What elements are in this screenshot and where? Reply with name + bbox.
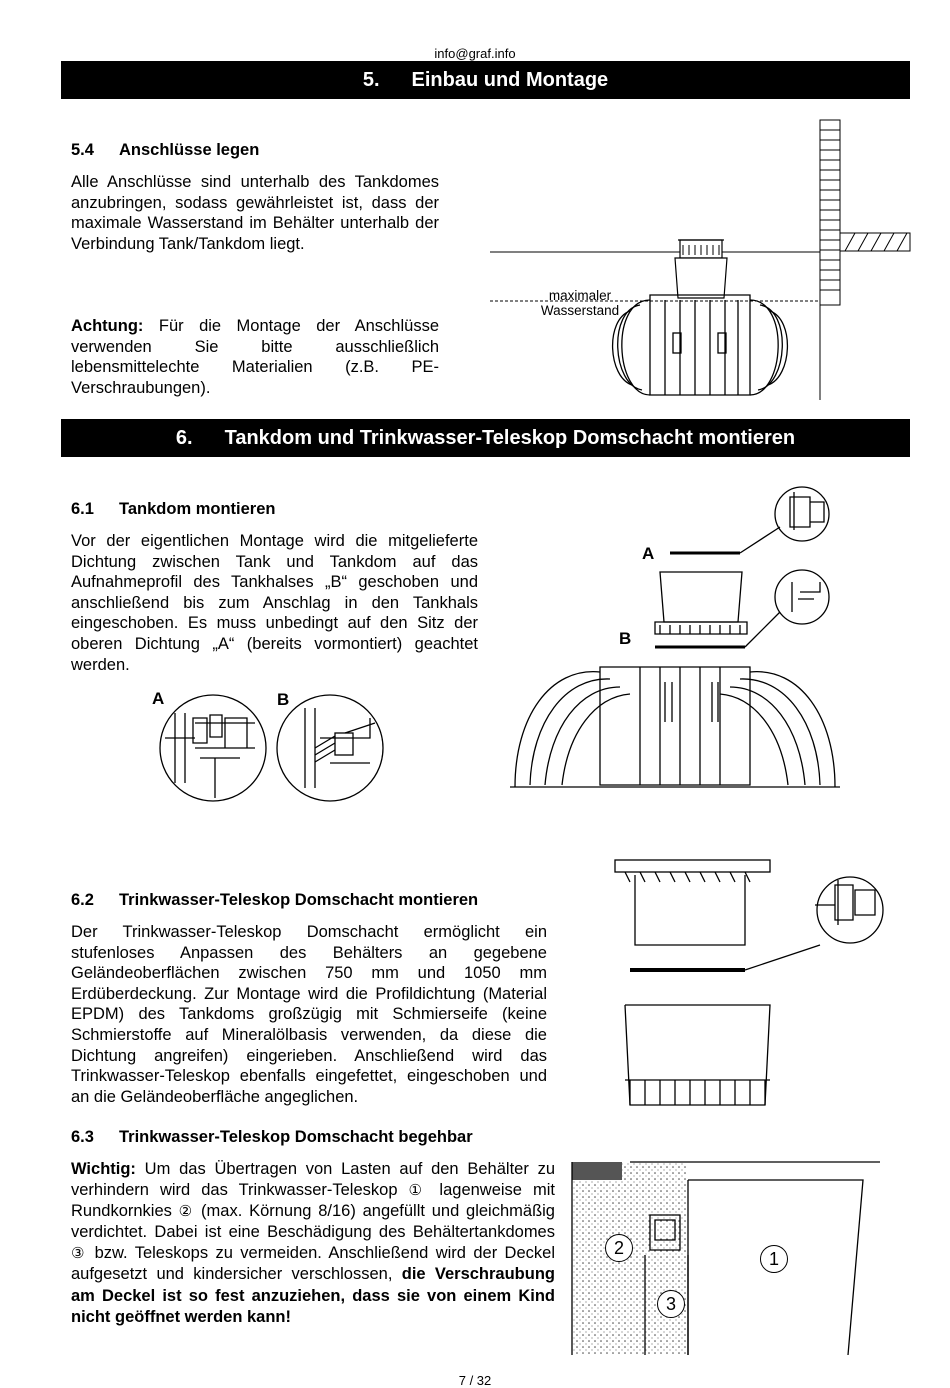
heading-5-4 (71, 141, 259, 160)
section-5-title: Einbau und Montage (411, 68, 609, 91)
marker-3: ③ (71, 1245, 88, 1263)
paragraph-6-1: Vor der eigentlichen Montage wird die mitgelieferte Dichtung zwischen Tank und Tankdom auf das Aufnahmeprofil des Tankhalses „B“ geschoben und anschließend bis zum Anschlag in den Tankhals eingeschoben. Es muss unbedingt auf den Sitz der oberen Dichtung „A“ (bereits vormontiert) geachtet werden. (71, 532, 478, 674)
heading-6-1 (71, 500, 275, 519)
text-6-3-part1: Um das Übertragen von Lasten auf den Behälter zu verhindern wird das Trinkwasser-Teleskop (71, 1160, 555, 1200)
heading-6-3-title: Trinkwasser-Teleskop Domschacht begehbar (119, 1128, 473, 1146)
note-label: Achtung: (71, 317, 144, 335)
paragraph-6-3 (71, 1159, 555, 1328)
figure-seal-details (155, 693, 385, 805)
note-text: Für die Montage der Anschlüsse verwenden Sie bitte ausschließlich lebensmittelechte Materialien (z.B. PE-Verschraubungen). (71, 317, 439, 397)
section-6-bar (61, 419, 910, 457)
figure-label-b: B (619, 629, 632, 648)
section-5-bar (61, 61, 910, 99)
figure-label-a: A (642, 544, 655, 563)
marker-1: ① (408, 1182, 429, 1200)
heading-6-1-title: Tankdom montieren (119, 500, 276, 518)
text-6-3-part2: lagenweise mit Rundkornkies (71, 1181, 555, 1221)
heading-5-4-title: Anschlüsse legen (119, 141, 260, 159)
marker-2: ② (178, 1203, 195, 1221)
heading-6-2-title: Trinkwasser-Teleskop Domschacht montieren (119, 891, 479, 909)
figure-marker-1: 1 (760, 1245, 788, 1273)
paragraph-5-4-note (71, 316, 439, 398)
figure-water-level-label (530, 288, 630, 318)
heading-6-2-number: 6.2 (71, 891, 94, 909)
paragraph-5-4: Alle Anschlüsse sind unterhalb des Tankdomes anzubringen, sodass gewährleistet ist, dass der maximale Wasserstand im Behälter unterhalb der Verbindung Tank/Tankdom liegt. (71, 173, 439, 253)
section-6-number: 6. (175, 426, 193, 449)
water-level-line2: Wasserstand (540, 303, 620, 318)
section-6-title: Tankdom und Trinkwasser-Teleskop Domschacht montieren (224, 426, 796, 449)
heading-6-3 (71, 1128, 473, 1147)
text-6-3-part4: bzw. Teleskops zu vermeiden. Anschließend wird der Deckel aufgesetzt und kindersicher verschlossen, (71, 1244, 555, 1284)
important-label: Wichtig: (71, 1160, 136, 1178)
header-email: info@graf.info (434, 46, 516, 61)
section-5-number: 5. (362, 68, 380, 91)
figure-marker-3: 3 (657, 1290, 685, 1318)
detail-label-a: A (152, 689, 165, 708)
water-level-line1: maximaler (548, 288, 612, 303)
heading-6-3-number: 6.3 (71, 1128, 94, 1146)
figure-tank-connections (490, 115, 910, 405)
figure-telescope-assembly (610, 860, 885, 1110)
text-6-3-part3: (max. Körnung 8/16) angefüllt und gleichmäßig verdichtet. Dabei ist eine Beschädigung des Behältertankdomes (71, 1202, 555, 1242)
heading-6-1-number: 6.1 (71, 500, 94, 518)
figure-marker-2: 2 (605, 1234, 633, 1262)
figure-tankdom-assembly (510, 487, 840, 792)
paragraph-6-2: Der Trinkwasser-Teleskop Domschacht ermöglicht ein stufenloses Anpassen des Behälters an gegebene Geländeoberflächen zwischen 750 mm und 1050 mm Erdüberdeckung. Zur Montage wird die Profildichtung (Material EPDM) des Tankdoms großzügig mit Schmierseife (keine Schmierstoffe auf Mineralölbasis verwenden, da diese die Dichtung angreifen) eingerieben. Anschließend wird das Trinkwasser-Teleskop ebenfalls eingefettet, eingeschoben und an die Geländeoberfläche angeglichen. (71, 923, 547, 1106)
detail-label-b: B (277, 690, 290, 709)
warning-bold: die Verschraubung am Deckel ist so fest anzuziehen, dass sie von einem Kind nicht geöffnet werden kann! (71, 1265, 555, 1326)
page-number: 7 / 32 (458, 1373, 492, 1388)
heading-6-2 (71, 891, 478, 910)
heading-5-4-number: 5.4 (71, 141, 94, 159)
